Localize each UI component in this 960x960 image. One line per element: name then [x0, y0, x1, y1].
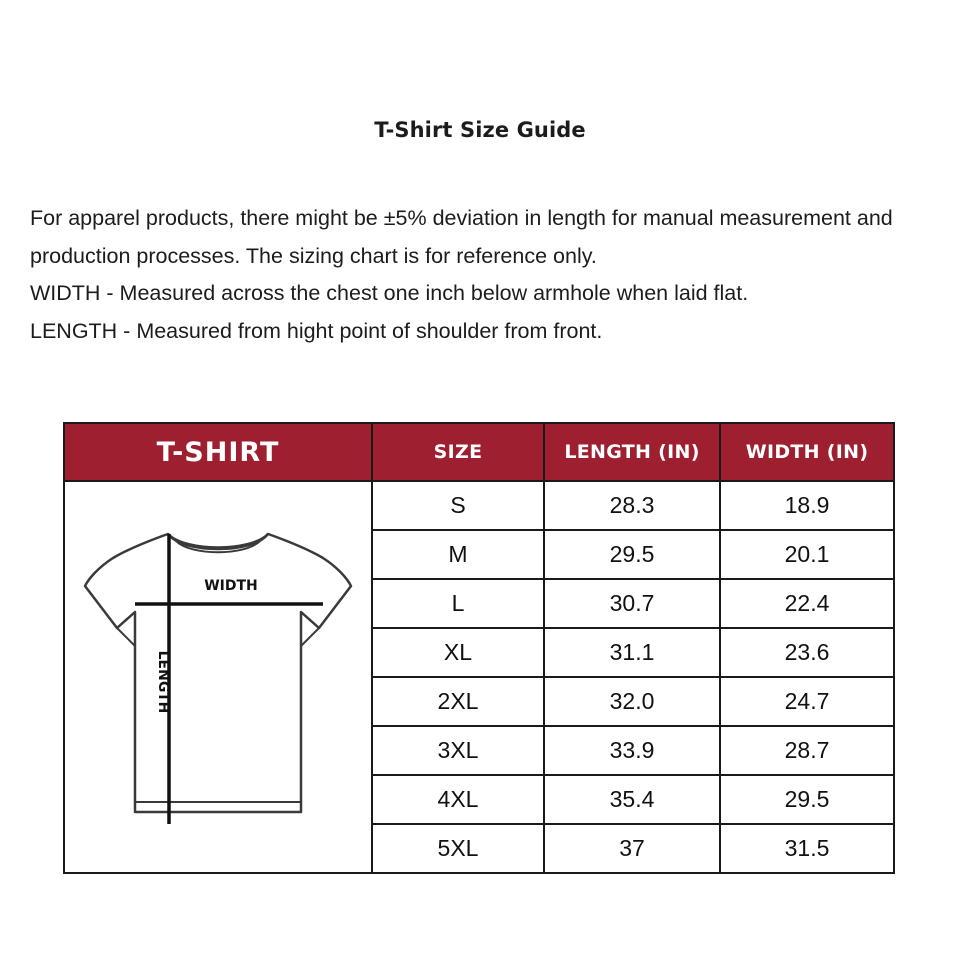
table-row	[64, 481, 894, 530]
header-size	[372, 423, 544, 481]
page-title: T-Shirt Size Guide	[374, 118, 586, 142]
size-chart	[63, 422, 893, 874]
header-width	[720, 423, 894, 481]
diagram-length-label: LENGTH	[155, 650, 171, 714]
cell-size: L	[372, 579, 544, 628]
header-length-label: LENGTH (IN)	[564, 441, 700, 463]
cell-length: 28.3	[544, 481, 720, 530]
cell-size: XL	[372, 628, 544, 677]
cell-width: 29.5	[720, 775, 894, 824]
cell-length: 30.7	[544, 579, 720, 628]
length-note: LENGTH - Measured from hight point of shoulder from front.	[30, 318, 603, 343]
cell-size: 4XL	[372, 775, 544, 824]
cell-size: 3XL	[372, 726, 544, 775]
cell-length: 31.1	[544, 628, 720, 677]
width-note: WIDTH - Measured across the chest one inch below armhole when laid flat.	[30, 281, 749, 305]
cell-width: 24.7	[720, 677, 894, 726]
size-table	[63, 422, 895, 874]
cell-size: S	[372, 481, 544, 530]
intro-paragraph: For apparel products, there might be ±5% deviation in length for manual measurement and production processes. The sizing chart is for reference only.	[30, 206, 893, 268]
cell-length: 35.4	[544, 775, 720, 824]
header-width-label: WIDTH (IN)	[745, 441, 869, 463]
intro-text-block	[30, 200, 920, 350]
diagram-width-label: WIDTH	[204, 578, 258, 594]
cell-size: M	[372, 530, 544, 579]
cell-length: 32.0	[544, 677, 720, 726]
header-length	[544, 423, 720, 481]
cell-size: 5XL	[372, 824, 544, 873]
cell-width: 20.1	[720, 530, 894, 579]
cell-width: 23.6	[720, 628, 894, 677]
cell-length: 29.5	[544, 530, 720, 579]
tshirt-icon	[73, 512, 363, 842]
header-product	[64, 423, 372, 481]
cell-width: 31.5	[720, 824, 894, 873]
cell-size: 2XL	[372, 677, 544, 726]
cell-length: 33.9	[544, 726, 720, 775]
tshirt-diagram-cell	[64, 481, 372, 873]
cell-width: 22.4	[720, 579, 894, 628]
table-header-row	[64, 423, 894, 481]
header-size-label: SIZE	[433, 441, 483, 463]
cell-width: 28.7	[720, 726, 894, 775]
cell-length: 37	[544, 824, 720, 873]
tshirt-diagram	[65, 512, 371, 842]
header-product-label: T-SHIRT	[156, 436, 280, 468]
cell-width: 18.9	[720, 481, 894, 530]
